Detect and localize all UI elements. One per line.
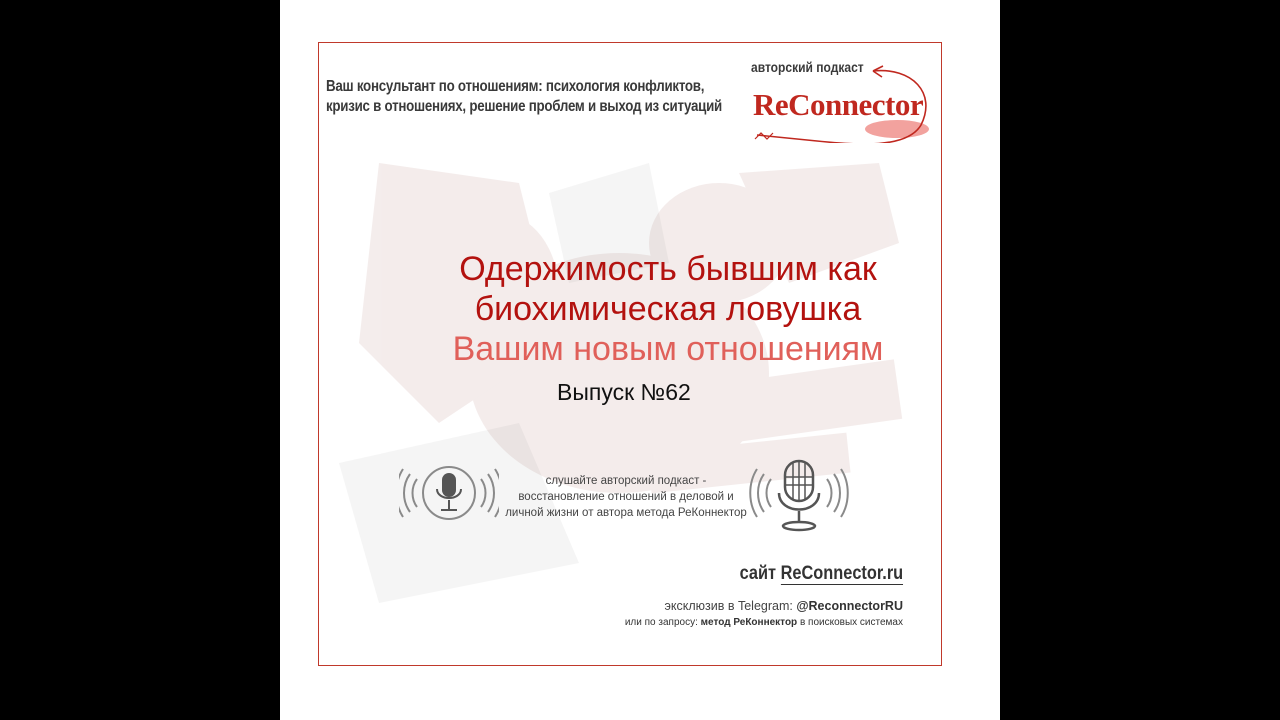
telegram-info [665, 599, 903, 613]
microphone-icon-right [749, 457, 849, 537]
telegram-prefix: эксклюзив в Telegram: [664, 599, 793, 613]
tagline [326, 77, 723, 117]
podcast-cover [318, 42, 942, 666]
listen-line: личной жизни от автора метода РеКоннектор [505, 507, 747, 519]
telegram-handle[interactable]: @ReconnectorRU [796, 599, 903, 613]
title-line: биохимическая ловушка [474, 290, 862, 328]
listen-line: восстановление отношений в деловой и [518, 491, 734, 503]
title-line: Вашим новым отношениям [452, 330, 884, 368]
reconnector-logo [737, 63, 937, 143]
website [739, 563, 903, 585]
site-link[interactable]: ReConnector.ru [780, 563, 903, 584]
listen-invitation [491, 473, 761, 521]
tagline-line: Ваш консультант по отношениям: психология конфликтов, [326, 78, 705, 95]
search-term: метод РеКоннектор [700, 617, 798, 628]
microphone-icon-left [399, 457, 499, 529]
tagline-line: кризис в отношениях, решение проблем и выход из ситуаций [326, 98, 723, 115]
listen-line: слушайте авторский подкаст - [545, 475, 707, 487]
episode-number: Выпуск №62 [557, 379, 691, 405]
title-line: Одержимость бывшим как [459, 250, 877, 288]
search-suffix: в поисковых системах [799, 617, 903, 628]
search-prefix: или по запросу: [624, 617, 698, 628]
episode-title [319, 249, 942, 369]
podcast-label: авторский подкаст [751, 59, 864, 75]
search-hint [625, 617, 903, 628]
site-prefix: сайт [739, 563, 776, 584]
logo-text: ReConnector [753, 87, 924, 122]
